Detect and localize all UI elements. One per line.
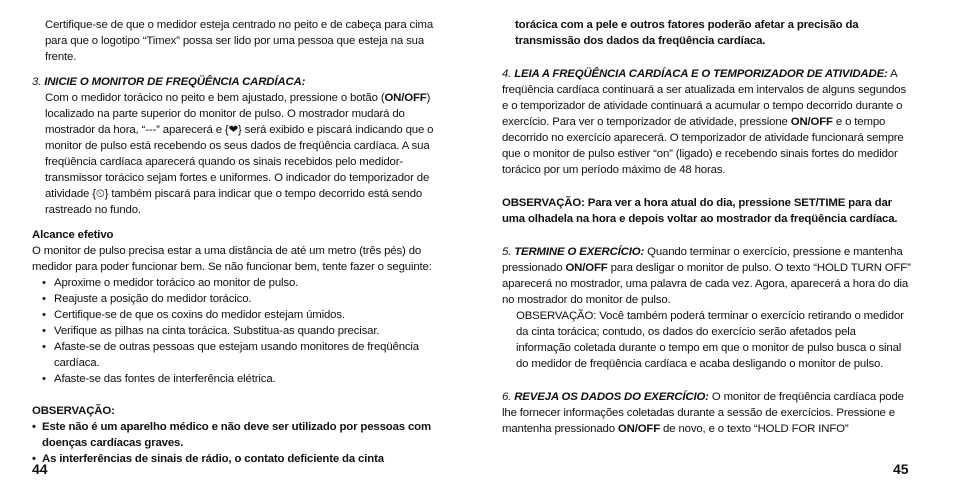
step-6-text-b: de novo, e o texto “HOLD FOR INFO” (660, 423, 849, 435)
range-bullet: • Reajuste a posição do medidor torácico. (32, 291, 442, 307)
note-bullet: • As interferências de sinais de rádio, o contato deficiente da cinta (32, 451, 442, 467)
step-4-text-b: e o tempo decorrido no exercício aparecerá. O temporizador de atividade funcionará sempre que o monitor de pulso estiver “on” (ligado) e recebendo sinais fortes do medidor torácico por um período máximo de 48 horas. (502, 116, 904, 176)
step-5-number: 5. (502, 246, 512, 258)
note-paragraph: OBSERVAÇÃO: Para ver a hora atual do dia, pressione SET/TIME para dar uma olhadela na hora e depois voltar ao mostrador da freqüência cardíaca. (502, 197, 898, 225)
range-bullet: • Aproxime o medidor torácico ao monitor de pulso. (32, 275, 442, 291)
intro-paragraph: Certifique-se de que o medidor esteja centrado no peito e de cabeça para cima para que o logotipo “Timex” possa ser lido por uma pessoa que esteja na sua frente. (45, 19, 434, 63)
step-6-paragraph (502, 389, 912, 437)
step-3-heading (32, 74, 442, 90)
step-3-title: INICIE O MONITOR DE FREQÜÊNCIA CARDÍACA: (44, 76, 306, 88)
range-bullet-list (32, 275, 442, 387)
page-number-right: 45 (893, 461, 909, 477)
step-4-text-a: A freqüência cardíaca continuará a ser atualizada em intervalos de alguns segundos e o temporizador de atividade continuará a acumular o tempo decorrido durante o exercício. Para ver o temporizador de atividade, pressione (502, 68, 907, 128)
step-3-text-a: Com o medidor torácico no peito e bem ajustado, pressione o botão ( (45, 92, 385, 104)
continued-paragraph: torácica com a pele e outros fatores poderão afetar a precisão da transmissão dos dados da freqüência cardíaca. (515, 19, 859, 47)
on-off-label: ON/OFF (617, 423, 661, 435)
page-number-left: 44 (32, 461, 48, 477)
note-heading: OBSERVAÇÃO: (32, 405, 115, 417)
step-6-title: REVEJA OS DADOS DO EXERCÍCIO: (514, 391, 709, 403)
range-bullet: • Afaste-se de outras pessoas que estejam usando monitores de freqüência cardíaca. (32, 339, 442, 371)
step-5-text-b: para desligar o monitor de pulso. O texto “HOLD TURN OFF” aparecerá no mostrador, uma palavra de cada vez. Agora, aparecerá a hora do dia no mostrador do monitor de pulso. (502, 262, 911, 306)
step-5-paragraph (502, 244, 912, 308)
step-4-paragraph (502, 66, 912, 178)
right-page (502, 0, 912, 489)
range-bullet: • Certifique-se de que os coxins do medidor estejam úmidos. (32, 307, 442, 323)
step-4-number: 4. (502, 68, 512, 80)
step-3-text (32, 90, 442, 218)
note-bullet-list (32, 419, 442, 467)
step-3-text-b: ) localizado na parte superior do monitor de pulso. O mostrador mudará do mostrador da hora, “---” aparecerá e {❤} será exibido e piscará indicando que o monitor de pulso está recebendo os seus dados de freqüência cardíaca. A sua freqüência cardíaca aparecerá quando os sinais recebidos pelo medidor-transmissor torácico sejam fortes e uniformes. O indicador do temporizador de atividade {⏲} também piscará para indicar que o tempo decorrido está sendo rastreado no fundo. (45, 92, 434, 216)
step-5-text-a: Quando terminar o exercício, pressione e mantenha pressionado (502, 246, 903, 274)
range-text: O monitor de pulso precisa estar a uma distância de até um metro (três pés) do medidor para poder funcionar bem. Se não funcionar bem, tente fazer o seguinte: (32, 245, 432, 273)
on-off-label: ON/OFF (384, 92, 427, 104)
step-4-title: LEIA A FREQÜÊNCIA CARDÍACA E O TEMPORIZADOR DE ATIVIDADE: (514, 68, 888, 80)
range-heading: Alcance efetivo (32, 229, 114, 241)
range-bullet: • Verifique as pilhas na cinta torácica. Substitua-as quando precisar. (32, 323, 442, 339)
step-6-number: 6. (502, 391, 512, 403)
on-off-label: ON/OFF (565, 262, 608, 274)
step-3-number: 3. (32, 76, 42, 88)
left-page (32, 0, 442, 489)
note-bullet: • Este não é um aparelho médico e não deve ser utilizado por pessoas com doenças cardíacas graves. (32, 419, 442, 451)
step-6-text-a: O monitor de freqüência cardíaca pode lhe fornecer informações coletadas durante a sessão de exercícios. Pressione e mantenha pressionado (502, 391, 904, 435)
step-5-title: TERMINE O EXERCÍCIO: (514, 246, 645, 258)
on-off-label: ON/OFF (790, 116, 833, 128)
step-5-note: OBSERVAÇÃO: Você também poderá terminar o exercício retirando o medidor da cinta torácica; contudo, os dados do exercício serão afetados pela informação coletada durante o tempo em que o monitor de pulso busca o sinal do medidor de freqüência cardíaca e acaba desligando o monitor de pulso. (516, 310, 904, 370)
range-bullet: • Afaste-se das fontes de interferência elétrica. (32, 371, 442, 387)
